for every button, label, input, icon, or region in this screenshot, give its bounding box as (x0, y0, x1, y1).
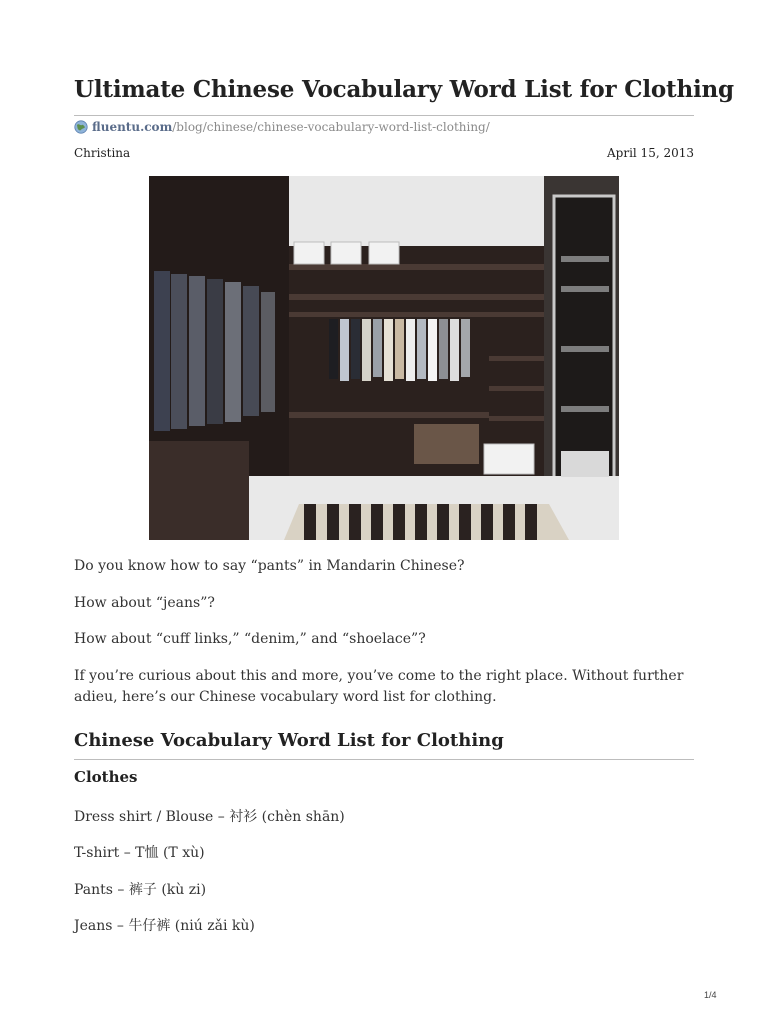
intro-paragraph-1: Do you know how to say “pants” in Mandarin Chinese? (74, 558, 465, 574)
subsection-heading: Clothes (74, 768, 138, 786)
vocab-item: Jeans – 牛仔裤 (niú zǎi kù) (74, 918, 255, 934)
striped-rug (284, 504, 569, 540)
intro-paragraph-2: How about “jeans”? (74, 595, 215, 611)
walk-in-closet-illustration (149, 176, 619, 540)
article-meta (74, 146, 694, 160)
intro-paragraph-4: If you’re curious about this and more, you’ve come to the right place. Without further adieu, here’s our Chinese vocabulary word list for clothing. (74, 668, 684, 705)
url-domain: fluentu.com (92, 120, 173, 134)
globe-icon (74, 120, 88, 134)
vocab-item: Pants – 裤子 (kù zi) (74, 882, 207, 898)
author-name: Christina (74, 146, 131, 160)
section-divider (74, 759, 694, 760)
section-heading: Chinese Vocabulary Word List for Clothing (74, 730, 504, 751)
vocab-item: Dress shirt / Blouse – 衬衫 (chèn shān) (74, 809, 345, 825)
hero-image (149, 176, 619, 540)
vocab-item: T-shirt – T恤 (T xù) (74, 845, 205, 861)
article-title: Ultimate Chinese Vocabulary Word List for Clothing (74, 76, 734, 103)
hanging-jackets (154, 271, 275, 431)
url-path: /blog/chinese/chinese-vocabulary-word-list-clothing/ (172, 120, 490, 134)
page-number: 1/4 (704, 990, 717, 1000)
source-url[interactable] (74, 120, 490, 134)
intro-paragraph-3: How about “cuff links,” “denim,” and “shoelace”? (74, 631, 426, 647)
title-divider (74, 115, 694, 116)
publish-date: April 15, 2013 (606, 146, 694, 160)
